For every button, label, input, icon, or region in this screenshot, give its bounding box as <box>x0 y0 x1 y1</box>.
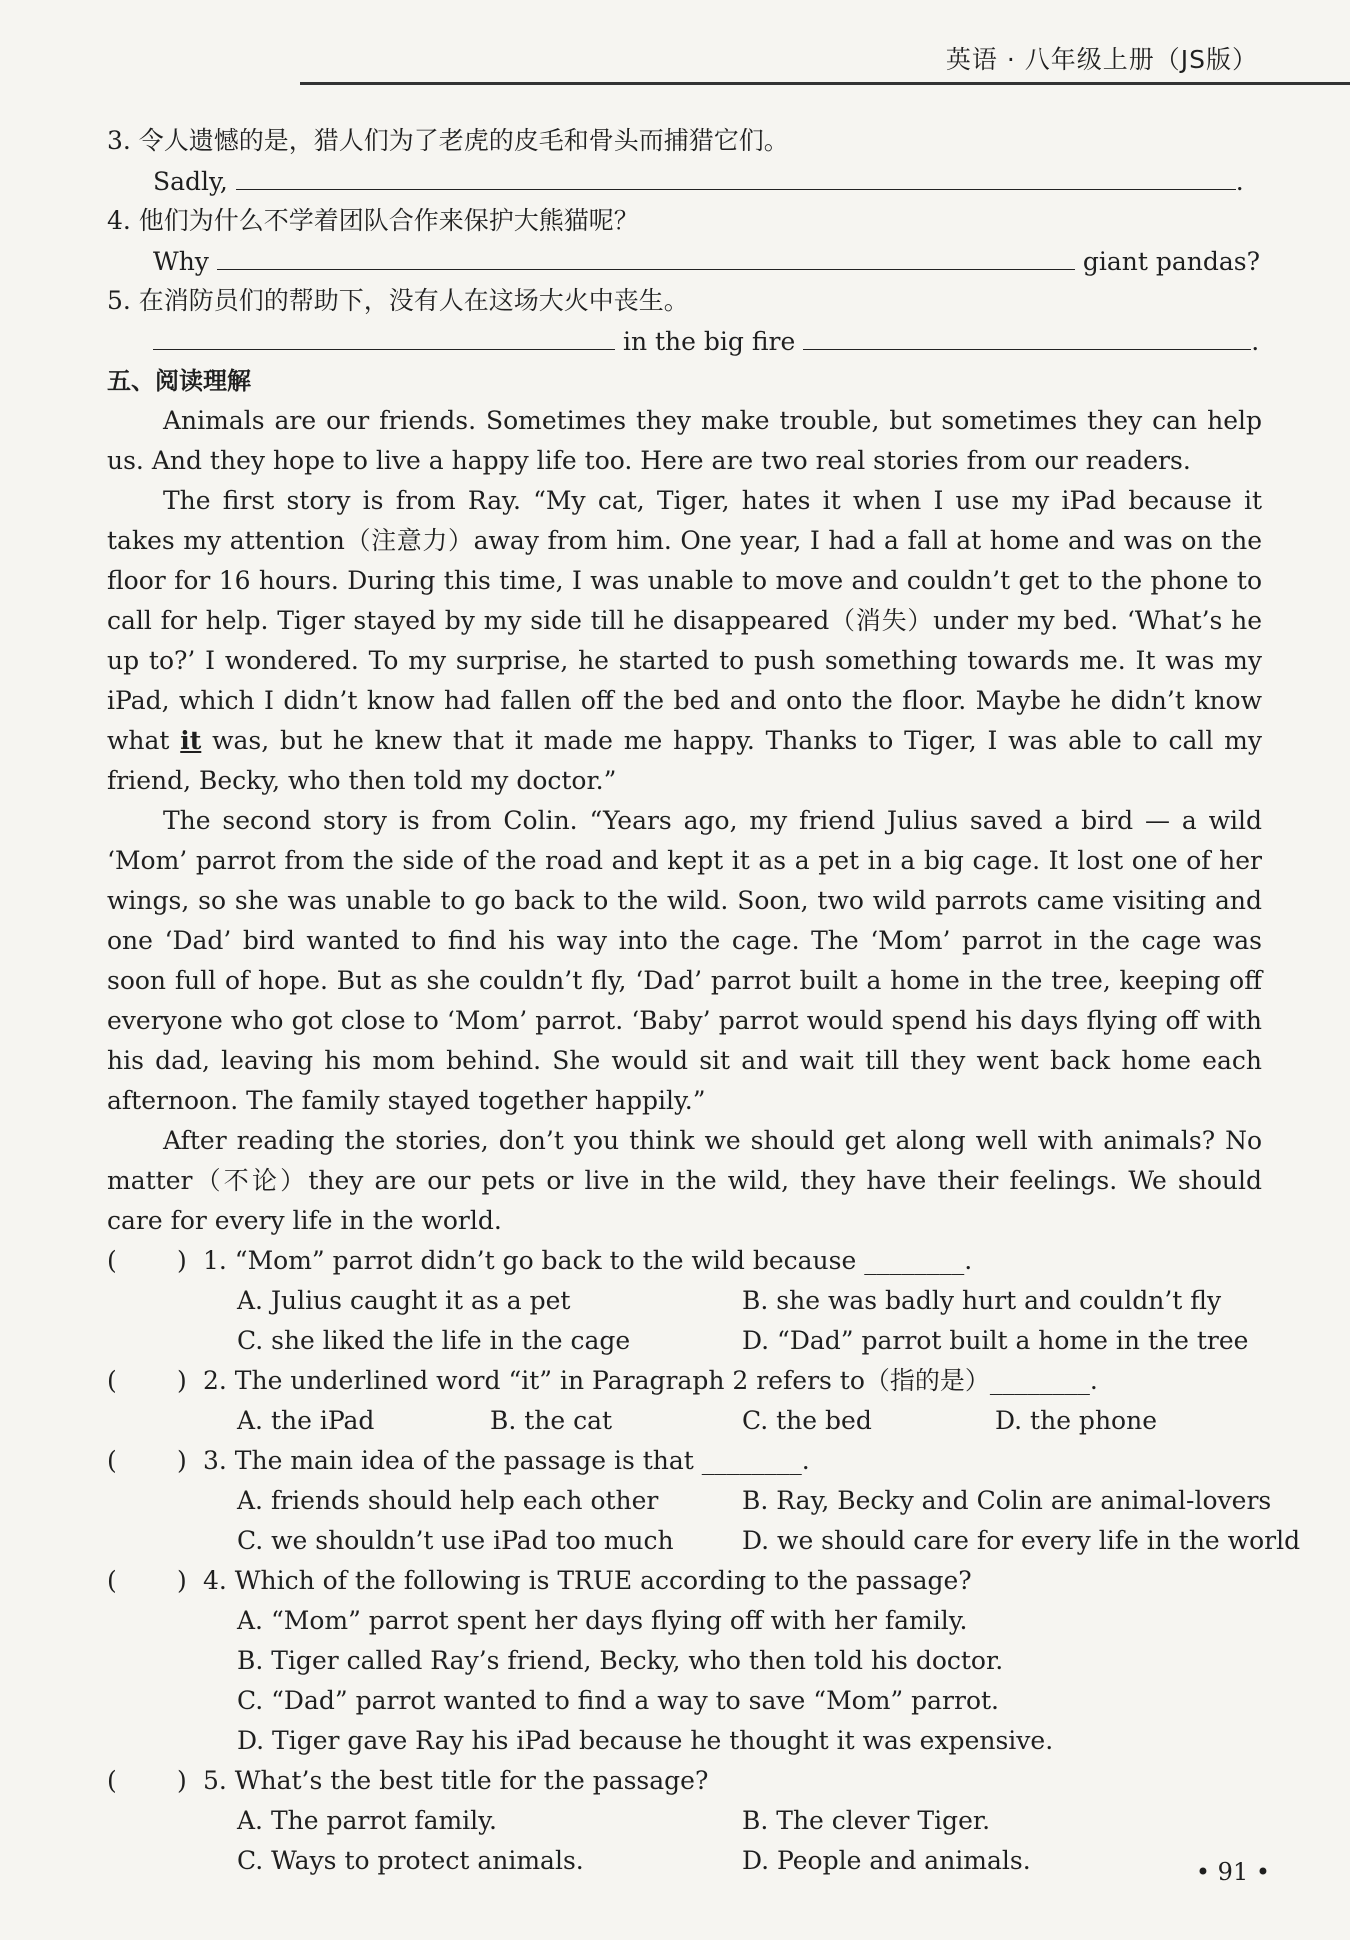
option-d[interactable]: D. “Dad” parrot built a home in the tree <box>742 1326 1249 1355</box>
option-b[interactable]: B. Tiger called Ray’s friend, Becky, who then told his doctor. <box>237 1646 1004 1675</box>
reading-paragraph-1: Animals are our friends. Sometimes they make trouble, but sometimes they can help us. And they hope to live a happy life too. Here are two real stories from our readers. <box>107 406 1262 475</box>
answer-paren-close: ) <box>177 1446 187 1475</box>
translation-item-4-answer <box>107 241 1262 281</box>
option-b[interactable]: B. the cat <box>490 1406 613 1435</box>
answer-prefix: Sadly, <box>153 167 228 196</box>
reading-paragraph-2 <box>107 481 1262 801</box>
question-stem: 1. “Mom” parrot didn’t go back to the wild because ________. <box>203 1246 973 1275</box>
translation-item-3-answer <box>107 161 1262 201</box>
translation-item-5-answer <box>107 321 1262 361</box>
reading-paragraph-4: After reading the stories, don’t you think we should get along well with animals? No matter（不论）they are our pets or live in the wild, they have their feelings. We should care for every life in the world. <box>107 1126 1262 1235</box>
reading-paragraph-3: The second story is from Colin. “Years ago, my friend Julius saved a bird — a wild ‘Mom’ parrot from the side of the road and kept it as a pet in a big cage. It lost one of her wings, so she was unable to go back to the wild. Soon, two wild parrots came visiting and one ‘Dad’ bird wanted to find his way into the cage. The ‘Mom’ parrot in the cage was soon full of hope. But as she couldn’t fly, ‘Dad’ parrot built a home in the tree, keeping off everyone who got close to ‘Mom’ parrot. ‘Baby’ parrot would spend his days flying off with his dad, leaving his mom behind. She would sit and wait till they went back home each afternoon. The family stayed together happily.” <box>107 806 1262 1115</box>
option-b[interactable]: B. she was badly hurt and couldn’t fly <box>742 1286 1222 1315</box>
option-d[interactable]: D. we should care for every life in the world <box>742 1526 1301 1555</box>
option-d[interactable]: D. Tiger gave Ray his iPad because he thought it was expensive. <box>237 1726 1054 1755</box>
answer-prefix: Why <box>153 247 209 276</box>
answer-middle: in the big fire <box>622 327 796 356</box>
answer-blank[interactable] <box>217 241 1075 270</box>
answer-suffix: giant pandas? <box>1082 247 1260 276</box>
answer-blank[interactable] <box>153 321 615 350</box>
option-d[interactable]: D. the phone <box>995 1406 1157 1435</box>
option-a[interactable]: A. Julius caught it as a pet <box>237 1286 571 1315</box>
question-3 <box>107 1441 1301 1561</box>
question-stem: 3. The main idea of the passage is that ________. <box>203 1446 810 1475</box>
page-content <box>107 121 1301 1881</box>
option-b[interactable]: B. The clever Tiger. <box>742 1806 991 1835</box>
answer-paren-close: ) <box>177 1366 187 1395</box>
option-b[interactable]: B. Ray, Becky and Colin are animal-lovers <box>742 1486 1272 1515</box>
option-a[interactable]: A. The parrot family. <box>237 1806 497 1835</box>
paragraph-2-text-a: The first story is from Ray. “My cat, Tiger, hates it when I use my iPad because it takes my attention（注意力）away from him. One year, I had a fall at home and was on the floor for 16 hours. During this time, I was unable to move and couldn’t get to the phone to call for help. Tiger stayed by my side till he disappeared（消失）under my bed. ‘What’s he up to?’ I wondered. To my surprise, he started to push something towards me. It was my iPad, which I didn’t know had fallen off the bed and onto the floor. Maybe he didn’t know what <box>107 486 1262 755</box>
answer-paren-open[interactable]: ( <box>107 1566 117 1595</box>
option-c[interactable]: C. the bed <box>742 1406 872 1435</box>
page-header-title: 英语 · 八年级上册（JS版） <box>945 45 1258 74</box>
answer-paren-open[interactable]: ( <box>107 1446 117 1475</box>
option-d[interactable]: D. People and animals. <box>742 1846 1031 1875</box>
translation-item-4-chinese: 4. 他们为什么不学着团队合作来保护大熊猫呢？ <box>107 206 639 235</box>
question-1 <box>107 1241 1262 1361</box>
question-2 <box>107 1361 1262 1441</box>
translation-item-3-chinese: 3. 令人遗憾的是，猎人们为了老虎的皮毛和骨头而捕猎它们。 <box>107 126 789 155</box>
option-a[interactable]: A. “Mom” parrot spent her days flying off with her family. <box>237 1606 968 1635</box>
answer-paren-open[interactable]: ( <box>107 1766 117 1795</box>
translation-item-5-chinese: 5. 在消防员们的帮助下，没有人在这场大火中丧生。 <box>107 286 689 315</box>
answer-paren-close: ) <box>177 1566 187 1595</box>
page-number: • 91 • <box>1195 1858 1270 1886</box>
question-stem: 4. Which of the following is TRUE according to the passage? <box>203 1566 972 1595</box>
option-a[interactable]: A. the iPad <box>237 1406 375 1435</box>
answer-paren-open[interactable]: ( <box>107 1246 117 1275</box>
option-c[interactable]: C. Ways to protect animals. <box>237 1846 584 1875</box>
answer-paren-close: ) <box>177 1766 187 1795</box>
answer-blank[interactable] <box>236 161 1236 190</box>
answer-suffix: . <box>1235 167 1244 196</box>
option-c[interactable]: C. “Dad” parrot wanted to find a way to save “Mom” parrot. <box>237 1686 999 1715</box>
option-c[interactable]: C. we shouldn’t use iPad too much <box>237 1526 674 1555</box>
underlined-word-it: it <box>180 726 202 755</box>
answer-paren-open[interactable]: ( <box>107 1366 117 1395</box>
question-5 <box>107 1761 1262 1881</box>
question-stem: 5. What’s the best title for the passage? <box>203 1766 709 1795</box>
header-rule <box>300 82 1350 85</box>
question-4 <box>107 1561 1262 1761</box>
answer-paren-close: ) <box>177 1246 187 1275</box>
answer-blank[interactable] <box>803 321 1251 350</box>
answer-suffix: . <box>1251 327 1260 356</box>
section-heading-reading: 五、阅读理解 <box>107 367 251 395</box>
option-a[interactable]: A. friends should help each other <box>237 1486 659 1515</box>
option-c[interactable]: C. she liked the life in the cage <box>237 1326 631 1355</box>
paragraph-2-text-b: was, but he knew that it made me happy. Thanks to Tiger, I was able to call my friend, Becky, who then told my doctor.” <box>107 726 1262 795</box>
question-stem: 2. The underlined word “it” in Paragraph 2 refers to（指的是）________. <box>203 1366 1098 1395</box>
